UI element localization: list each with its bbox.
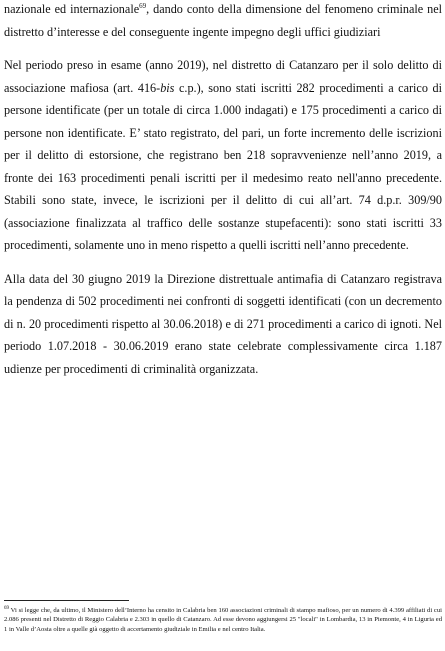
lead-text-before-note: nazionale ed internazionale — [4, 2, 140, 16]
footnote — [4, 606, 442, 634]
paragraph-1-part-1: Nel periodo preso in esame (anno 2019), nel distretto di Catanzaro per il solo delitto di associazione mafiosa (art. 416- — [4, 58, 442, 95]
lead-text-after-note: , dando conto della dimensione del fenomeno criminale nel distretto d’interesse e del conseguente ingente impegno degli uffici giudiziari — [4, 2, 442, 39]
paragraph-pendenze: Alla data del 30 giugno 2019 la Direzione distrettuale antimafia di Catanzaro registrava la pendenza di 502 procedimenti nei confronti di soggetti identificati (con un decremento di n. 20 procedimenti rispetto al 30.06.2018) e di 271 procedimenti a carico di ignoti. Nel periodo 1.07.2018 - 30.06.2019 erano state celebrate complessivamente circa 1.187 udienze per procedimenti di criminalità organizzata. — [4, 271, 442, 376]
document-page — [4, 0, 442, 380]
footnote-reference[interactable]: 69 — [139, 1, 147, 10]
footnote-text: Vi si legge che, da ultimo, il Ministero dell’Interno ha censito in Calabria ben 160 associazioni criminali di stampo mafioso, per un numero di 4.399 affiliati di cui 2.086 presenti nel Distretto di Reggio Calabria e 2.303 in quello di Catanzaro. Ad esse devono aggiungersi 25 "locali" in Lombardia, 13 in Piemonte, 4 in Liguria ed 1 in Valle d’Aosta oltre a quelle già oggetto di accertamento giudiziale in Emilia e nel centro Italia. — [4, 607, 442, 633]
footnote-separator — [4, 600, 129, 601]
lead-paragraph — [4, 0, 442, 43]
italic-bis: bis — [160, 80, 175, 95]
paragraph-catanzaro-2019 — [4, 54, 442, 257]
paragraph-1-part-2: c.p.), sono stati iscritti 282 procedimenti a carico di persone identificate (per un totale di circa 1.000 indagati) e 175 procedimenti a carico di persone non identificate. E’ stato registrato, del pari, un forte incremento delle iscrizioni per il delitto di estorsione, che registrano ben 218 sopravvenienze nell’anno 2019, a fronte dei 163 procedimenti penali iscritti per il medesimo reato nell'anno precedente. Stabili sono state, invece, le iscrizioni per il delitto di cui all’art. 74 d.p.r. 309/90 (associazione finalizzata al traffico delle sostanze stupefacenti): sono stati iscritti 33 procedimenti, solamente uno in meno rispetto a quelli iscritti nell’anno precedente. — [4, 80, 442, 252]
footnote-number: 69 — [4, 605, 9, 611]
